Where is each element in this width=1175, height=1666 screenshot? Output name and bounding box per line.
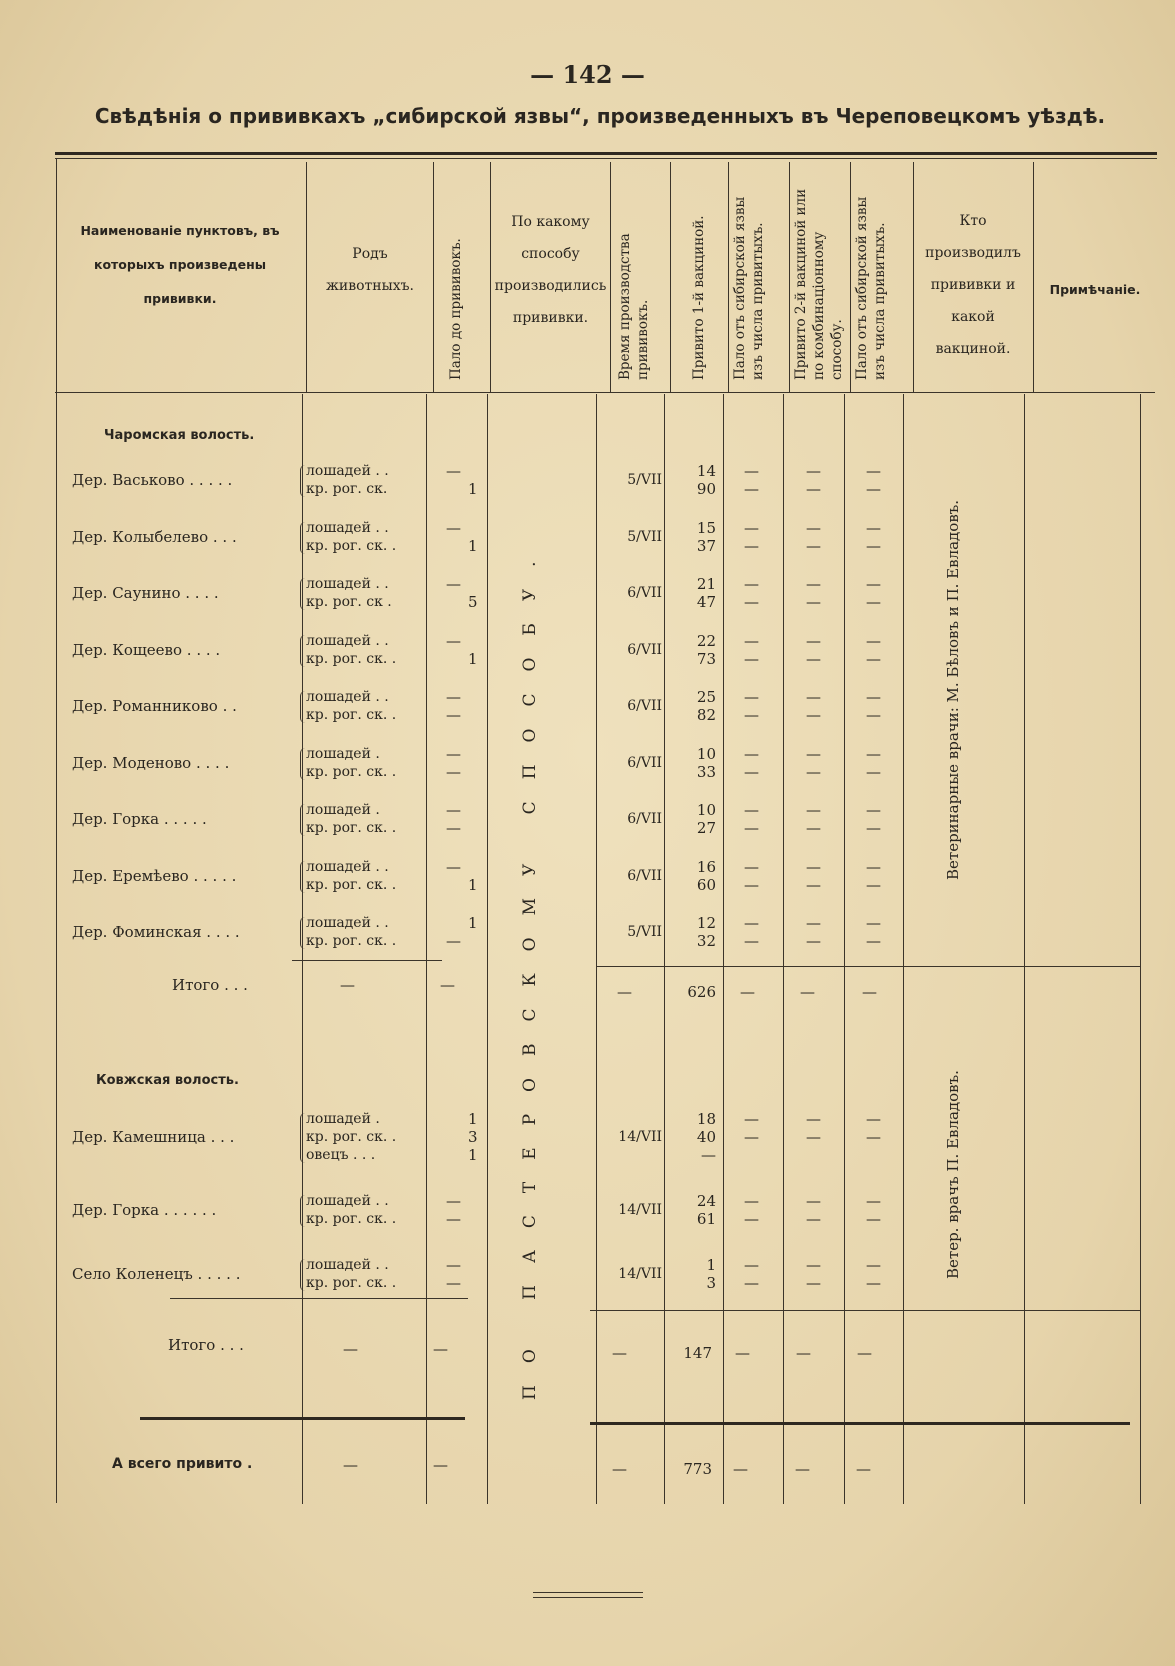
place-name: Дер. Горка . . . . . (72, 810, 207, 828)
header-animal: Родъ животныхъ. (326, 246, 414, 294)
dash: — (744, 536, 759, 555)
dash: — (795, 1460, 810, 1478)
dash: — (806, 593, 821, 611)
dash: — (806, 932, 821, 950)
dash: — (806, 1210, 821, 1228)
dash: — (806, 1110, 821, 1128)
animal-type: овецъ . . . (306, 1147, 376, 1163)
brace (300, 635, 305, 667)
group-title-2: Ковжская волость. (96, 1073, 239, 1088)
animal-type: кр. рог. ск. . (306, 537, 397, 554)
vaccinated-1-value: 16 (696, 857, 716, 876)
fallen-before-value: 1 (468, 875, 478, 894)
dash: — (866, 631, 881, 650)
table-top-border (55, 152, 1157, 155)
animal-type: лошадей . . (306, 632, 389, 649)
vaccination-date: 6/VII (627, 698, 662, 714)
animal-type: лошадей . . (306, 689, 389, 705)
dash: — (866, 1274, 881, 1292)
dash: — (806, 1128, 821, 1146)
animal-type: кр. рог. ск . (306, 594, 392, 610)
dash: — (866, 932, 881, 950)
animal-type: лошадей . . (306, 915, 389, 931)
dash: — (433, 1340, 448, 1358)
fallen-before-value: — (446, 1210, 461, 1228)
animal-type: кр. рог. ск. (306, 481, 388, 497)
column-divider (490, 162, 491, 392)
dash: — (806, 688, 821, 706)
brace (300, 1259, 305, 1291)
column-divider (487, 394, 488, 1504)
total-rule (140, 1417, 465, 1420)
dash: — (612, 1344, 627, 1362)
brace (300, 804, 305, 836)
fallen-before-value: — (446, 744, 461, 763)
animal-type: кр. рог. ск. . (306, 1129, 397, 1145)
fallen-before-value: 1 (468, 1146, 478, 1164)
dash: — (744, 575, 759, 593)
place-name: Дер. Камешница . . . (72, 1128, 235, 1146)
footer-rule (533, 1592, 643, 1593)
column-divider (1140, 394, 1141, 1504)
dash: — (806, 536, 821, 555)
column-divider (789, 162, 790, 392)
grand-total-label: А всего привито . (112, 1456, 253, 1472)
vaccination-date: 6/VII (627, 641, 662, 658)
group-title-1: Чаромская волость. (104, 428, 255, 443)
animal-type: кр. рог. ск. . (306, 876, 397, 893)
fallen-before-value: — (446, 518, 461, 537)
header-vaccinated-1: Привито 1-й вакциной. (691, 215, 707, 380)
dash: — (806, 462, 821, 480)
dash: — (744, 932, 759, 950)
animal-type: кр. рог. ск. . (306, 1211, 397, 1227)
dash: — (866, 649, 881, 668)
brace (300, 861, 305, 893)
animal-type: лошадей . (306, 1111, 380, 1127)
column-divider (56, 158, 57, 1503)
column-divider (596, 394, 597, 1504)
dash: — (744, 875, 759, 894)
dash: — (740, 983, 755, 1001)
column-divider (1024, 394, 1025, 1504)
place-name: Дер. Кощеево . . . . (72, 640, 221, 659)
animal-type: лошадей . . (306, 463, 389, 479)
fallen-before-value: 1 (468, 914, 478, 932)
page-title: Свѣдѣнія о прививкахъ „сибирской язвы“, произведенныхъ въ Череповецкомъ уѣздѣ. (94, 104, 1106, 128)
dash: — (806, 706, 821, 724)
dash: — (866, 462, 881, 480)
dash: — (806, 649, 821, 668)
dash: — (866, 801, 881, 819)
header-vaccinated-2: Привито 2-й вакциной или по комбинаціонному способу. (793, 188, 845, 380)
vaccinated-1-value: 37 (696, 536, 716, 555)
who-group-1: Ветеринарные врачи: М. Бѣловъ и П. Евладовъ. (944, 499, 962, 881)
header-bottom-border (55, 392, 1155, 393)
fallen-before-value: — (446, 801, 461, 819)
dash: — (744, 762, 759, 781)
fallen-before-value: — (446, 1256, 461, 1274)
fallen-before-value: 1 (468, 480, 478, 498)
vaccinated-1-value: 27 (696, 819, 716, 837)
vaccinated-1-value: 12 (696, 914, 716, 932)
column-divider (903, 394, 904, 1504)
column-divider (1033, 162, 1034, 392)
dash: — (440, 976, 455, 994)
dash: — (806, 857, 821, 876)
vaccinated-1-value: 33 (696, 762, 716, 781)
header-fallen-before: Пало до прививокъ. (448, 238, 464, 380)
vaccinated-1-value: 73 (696, 649, 716, 668)
total-value-1: 626 (687, 983, 716, 1001)
vaccinated-1-value: 61 (696, 1210, 716, 1228)
vaccination-date: 14/VII (618, 1129, 662, 1145)
header-place: Наименованіе пунктовъ, въ которыхъ произведены прививки. (80, 223, 280, 306)
dash: — (866, 819, 881, 837)
fallen-before-value: — (446, 762, 461, 781)
dash: — (806, 762, 821, 781)
dash: — (866, 1256, 881, 1274)
animal-type: лошадей . . (306, 519, 389, 536)
vaccination-date: 5/VII (627, 924, 662, 940)
brace (300, 748, 305, 780)
header-method: По какому способу производились прививки. (494, 214, 607, 326)
brace (300, 917, 305, 949)
dash: — (744, 649, 759, 668)
dash: — (806, 1274, 821, 1292)
vaccination-date: 6/VII (627, 754, 662, 771)
dash: — (857, 1344, 872, 1362)
total-label-1: Итого . . . (172, 976, 248, 994)
page-number: — 142 — (530, 60, 645, 89)
fallen-before-value: — (446, 688, 461, 706)
dash: — (733, 1460, 748, 1478)
vaccinated-1-value: 24 (696, 1192, 716, 1210)
dash: — (744, 1128, 759, 1146)
dash: — (866, 480, 881, 498)
dash: — (744, 1256, 759, 1274)
dash: — (744, 480, 759, 498)
dash: — (806, 1256, 821, 1274)
fallen-before-value: 1 (468, 649, 478, 668)
place-name: Дер. Фоминская . . . . (72, 923, 240, 941)
dash: — (866, 762, 881, 781)
dash: — (866, 1192, 881, 1210)
fallen-before-value: — (446, 575, 461, 593)
fallen-before-value: — (446, 462, 461, 480)
vaccinated-1-value: 60 (696, 875, 716, 894)
column-divider (913, 162, 914, 392)
fallen-before-value: — (446, 1192, 461, 1210)
dash: — (866, 1128, 881, 1146)
vaccinated-1-value: 47 (696, 593, 716, 611)
dash: — (866, 593, 881, 611)
vaccinated-1-value: 90 (696, 480, 716, 498)
column-divider (426, 394, 427, 1504)
brace (300, 578, 305, 610)
fallen-before-value: — (446, 631, 461, 650)
vaccination-date: 6/VII (627, 867, 662, 884)
vaccinated-1-value: 18 (696, 1110, 716, 1128)
fallen-before-value: 1 (468, 536, 478, 555)
column-divider (723, 394, 724, 1504)
dash: — (866, 518, 881, 537)
dash: — (744, 1192, 759, 1210)
dash: — (744, 744, 759, 763)
dash: — (806, 518, 821, 537)
animal-type: лошадей . (306, 802, 380, 818)
footer-rule (533, 1597, 643, 1598)
dash: — (866, 914, 881, 932)
total-value-2: 147 (683, 1344, 712, 1362)
header-who: Кто производилъ прививки и какой вакциной. (925, 213, 1021, 357)
column-divider (610, 162, 611, 392)
column-divider (844, 394, 845, 1504)
dash: — (744, 819, 759, 837)
vaccinated-1-value: 14 (696, 462, 716, 480)
vaccination-date: 5/VII (627, 472, 662, 488)
animal-type: кр. рог. ск. . (306, 933, 397, 949)
dash: — (744, 801, 759, 819)
dash: — (744, 706, 759, 724)
place-name: Дер. Саунино . . . . (72, 584, 219, 602)
subtotal-rule (292, 960, 442, 961)
brace (300, 1195, 305, 1227)
column-divider (850, 162, 851, 392)
dash: — (856, 1460, 871, 1478)
vaccinated-1-value: 10 (696, 801, 716, 819)
vaccinated-1-value: 15 (696, 518, 716, 537)
dash: — (744, 518, 759, 537)
who-group-2: Ветер. врачъ П. Евладовъ. (944, 1070, 962, 1280)
dash: — (617, 983, 632, 1001)
vaccinated-1-value: 22 (696, 631, 716, 650)
fallen-before-value: 3 (468, 1128, 478, 1146)
vaccination-date: 6/VII (627, 811, 662, 827)
dash: — (612, 1460, 627, 1478)
dash: — (744, 857, 759, 876)
method-text: ПО ПАСТЕРОВСКОМУ СПОСОБУ. (520, 539, 540, 1401)
animal-type: кр. рог. ск. . (306, 650, 397, 667)
animal-type: лошадей . . (306, 576, 389, 592)
column-divider (306, 162, 307, 392)
vaccinated-1-value: 3 (706, 1274, 716, 1292)
dash: — (806, 744, 821, 763)
vaccinated-1-value: 1 (706, 1256, 716, 1274)
fallen-before-value: — (446, 932, 461, 950)
dash: — (800, 983, 815, 1001)
animal-type: кр. рог. ск. . (306, 707, 397, 723)
dash: — (866, 706, 881, 724)
total-label-2: Итого . . . (168, 1336, 244, 1354)
dash: — (340, 976, 355, 994)
dash: — (866, 688, 881, 706)
brace (300, 522, 305, 554)
place-name: Дер. Колыбелево . . . (72, 527, 237, 546)
dash: — (866, 536, 881, 555)
dash: — (806, 480, 821, 498)
dash: — (806, 801, 821, 819)
vaccinated-1-value: — (701, 1146, 716, 1164)
vaccinated-1-value: 21 (696, 575, 716, 593)
dash: — (744, 1110, 759, 1128)
column-divider (783, 394, 784, 1504)
column-divider (433, 162, 434, 392)
animal-type: кр. рог. ск. . (306, 1275, 397, 1291)
animal-type: кр. рог. ск. . (306, 820, 397, 836)
place-name: Село Коленецъ . . . . . (72, 1265, 241, 1283)
grand-total-value: 773 (683, 1460, 712, 1478)
place-name: Дер. Горка . . . . . . (72, 1201, 217, 1219)
dash: — (744, 688, 759, 706)
header-fallen-anthrax-1: Пало отъ сибирской язвы изъ числа привитыхъ. (732, 196, 766, 380)
animal-type: лошадей . . (306, 1193, 389, 1209)
header-fallen-anthrax-2: Пало отъ сибирской язвы изъ числа привитыхъ. (854, 196, 888, 380)
vaccinated-1-value: 82 (696, 706, 716, 724)
header-note: Примѣчаніе. (1049, 282, 1141, 297)
animal-type: кр. рог. ск. . (306, 763, 397, 780)
brace (300, 691, 305, 723)
dash: — (806, 575, 821, 593)
total-rule (590, 1422, 1130, 1425)
vaccinated-1-value: 32 (696, 932, 716, 950)
place-name: Дер. Васьково . . . . . (72, 471, 233, 489)
vaccinated-1-value: 40 (696, 1128, 716, 1146)
dash: — (866, 575, 881, 593)
animal-type: лошадей . . (306, 858, 389, 875)
place-name: Дер. Моденово . . . . (72, 753, 230, 772)
dash: — (866, 1210, 881, 1228)
dash: — (343, 1456, 358, 1474)
dash: — (433, 1456, 448, 1474)
header-time: Время производства прививокъ. (617, 233, 651, 380)
place-name: Дер. Романниково . . (72, 697, 237, 715)
dash: — (796, 1344, 811, 1362)
column-divider (670, 162, 671, 392)
dash: — (806, 914, 821, 932)
dash: — (744, 593, 759, 611)
fallen-before-value: 1 (468, 1110, 478, 1128)
dash: — (735, 1344, 750, 1362)
fallen-before-value: — (446, 1274, 461, 1292)
fallen-before-value: — (446, 706, 461, 724)
dash: — (866, 1110, 881, 1128)
dash: — (866, 875, 881, 894)
animal-type: лошадей . . (306, 1257, 389, 1273)
dash: — (744, 631, 759, 650)
dash: — (806, 875, 821, 894)
dash: — (806, 819, 821, 837)
vaccination-date: 14/VII (618, 1266, 662, 1282)
vaccinated-1-value: 10 (696, 744, 716, 763)
vaccination-date: 5/VII (627, 528, 662, 545)
column-divider (302, 394, 303, 1504)
fallen-before-value: — (446, 819, 461, 837)
dash: — (744, 1274, 759, 1292)
dash: — (806, 631, 821, 650)
dash: — (744, 914, 759, 932)
brace (300, 1113, 305, 1163)
vaccination-date: 14/VII (618, 1202, 662, 1218)
fallen-before-value: 5 (468, 593, 478, 611)
animal-type: лошадей . (306, 745, 380, 762)
dash: — (744, 462, 759, 480)
dash: — (866, 857, 881, 876)
table-top-border-inner (55, 158, 1157, 159)
subtotal-rule (590, 1310, 1140, 1311)
column-divider (728, 162, 729, 392)
vaccinated-1-value: 25 (696, 688, 716, 706)
subtotal-rule (596, 966, 1141, 967)
fallen-before-value: — (446, 857, 461, 876)
dash: — (343, 1340, 358, 1358)
place-name: Дер. Еремѣево . . . . . (72, 866, 237, 885)
dash: — (862, 983, 877, 1001)
subtotal-rule (170, 1298, 468, 1299)
dash: — (806, 1192, 821, 1210)
vaccination-date: 6/VII (627, 585, 662, 601)
brace (300, 465, 305, 497)
dash: — (866, 744, 881, 763)
dash: — (744, 1210, 759, 1228)
